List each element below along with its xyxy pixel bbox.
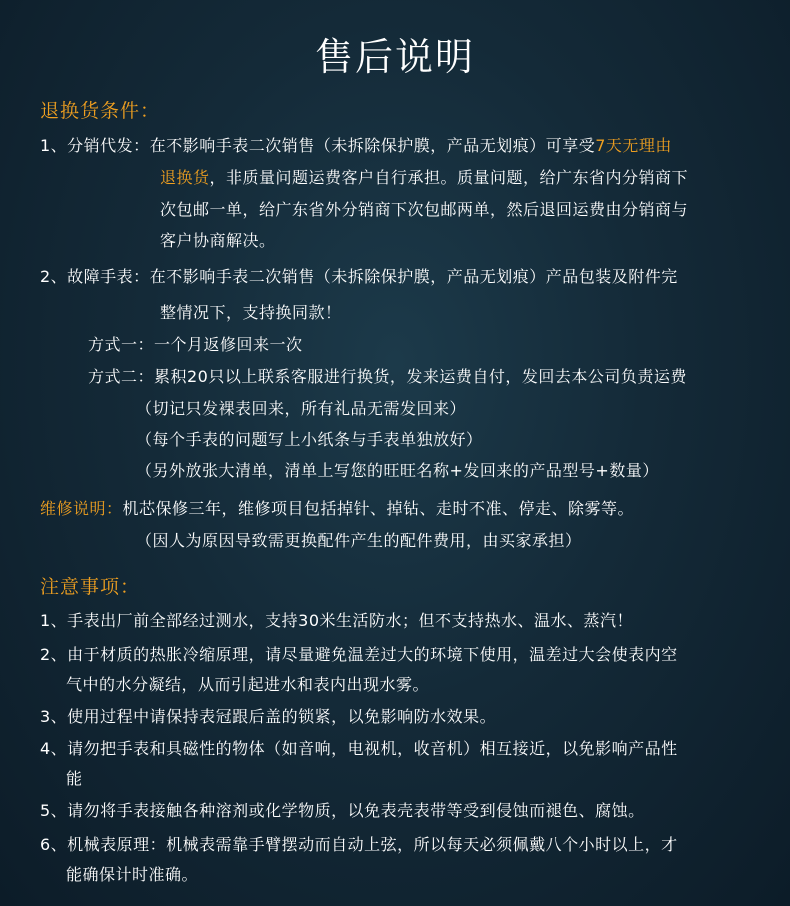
page-title: 售后说明	[314, 35, 475, 79]
item2-line1	[40, 266, 678, 288]
item1-highlight-a: 7天无理由	[595, 136, 672, 155]
item1-text-pre: 在不影响手表二次销售（未拆除保护膜，产品无划痕）可享受	[149, 136, 596, 155]
notice-2-line2: 气中的水分凝结，从而引起进水和表内出现水雾。	[66, 675, 430, 694]
notice-3: 3、使用过程中请保持表冠跟后盖的锁紧，以免影响防水效果。	[40, 707, 497, 726]
notice-1: 1、手表出厂前全部经过测水，支持30米生活防水；但不支持热水、温水、蒸汽！	[40, 611, 634, 630]
notice-2-line1: 2、由于材质的热胀冷缩原理，请尽量避免温差过大的环境下使用，温差过大会使表内空	[40, 645, 678, 664]
item2-line2: 整情况下，支持换同款！	[160, 303, 342, 322]
notice-heading: 注意事项：	[40, 576, 141, 598]
item1-text-post: ，非质量问题运费客户自行承担。质量问题，给广东省内分销商下	[209, 168, 689, 187]
notice-5: 5、请勿将手表接触各种溶剂或化学物质，以免表壳表带等受到侵蚀而褪色、腐蚀。	[40, 801, 645, 820]
repair-note: （因人为原因导致需更换配件产生的配件费用，由买家承担）	[136, 531, 582, 550]
item1-line1	[40, 135, 672, 157]
repair-label: 维修说明：	[40, 499, 123, 518]
repair-text: 机芯保修三年，维修项目包括掉针、掉钻、走时不准、停走、除雾等。	[122, 499, 635, 518]
item2-text: 在不影响手表二次销售（未拆除保护膜，产品无划痕）产品包装及附件完	[149, 267, 678, 286]
method-note-3: （另外放张大清单，清单上写您的旺旺名称+发回来的产品型号+数量）	[136, 461, 659, 480]
item1-line2	[160, 167, 688, 189]
method-note-1: （切记只发裸表回来，所有礼品无需发回来）	[136, 399, 467, 418]
return-conditions-heading: 退换货条件：	[40, 100, 161, 122]
method-note-2: （每个手表的问题写上小纸条与手表单独放好）	[136, 430, 483, 449]
method-one: 方式一：一个月返修回来一次	[88, 335, 303, 354]
method-two: 方式二：累积20只以上联系客服进行换货，发来运费自付，发回去本公司负责运费	[88, 367, 687, 386]
item2-label: 2、故障手表：	[40, 267, 150, 286]
notice-4-line1: 4、请勿把手表和具磁性的物体（如音响，电视机，收音机）相互接近，以免影响产品性	[40, 739, 678, 758]
item1-line3: 次包邮一单，给广东省外分销商下次包邮两单，然后退回运费由分销商与	[160, 200, 689, 219]
item1-line4: 客户协商解决。	[160, 231, 276, 250]
notice-6-line2: 能确保计时准确。	[66, 865, 199, 884]
item1-label: 1、分销代发：	[40, 136, 150, 155]
notice-4-line2: 能	[66, 769, 83, 788]
item1-highlight-b: 退换货	[160, 168, 210, 187]
repair-line	[40, 498, 634, 520]
notice-6-line1: 6、机械表原理：机械表需靠手臂摆动而自动上弦，所以每天必须佩戴八个小时以上，才	[40, 835, 678, 854]
